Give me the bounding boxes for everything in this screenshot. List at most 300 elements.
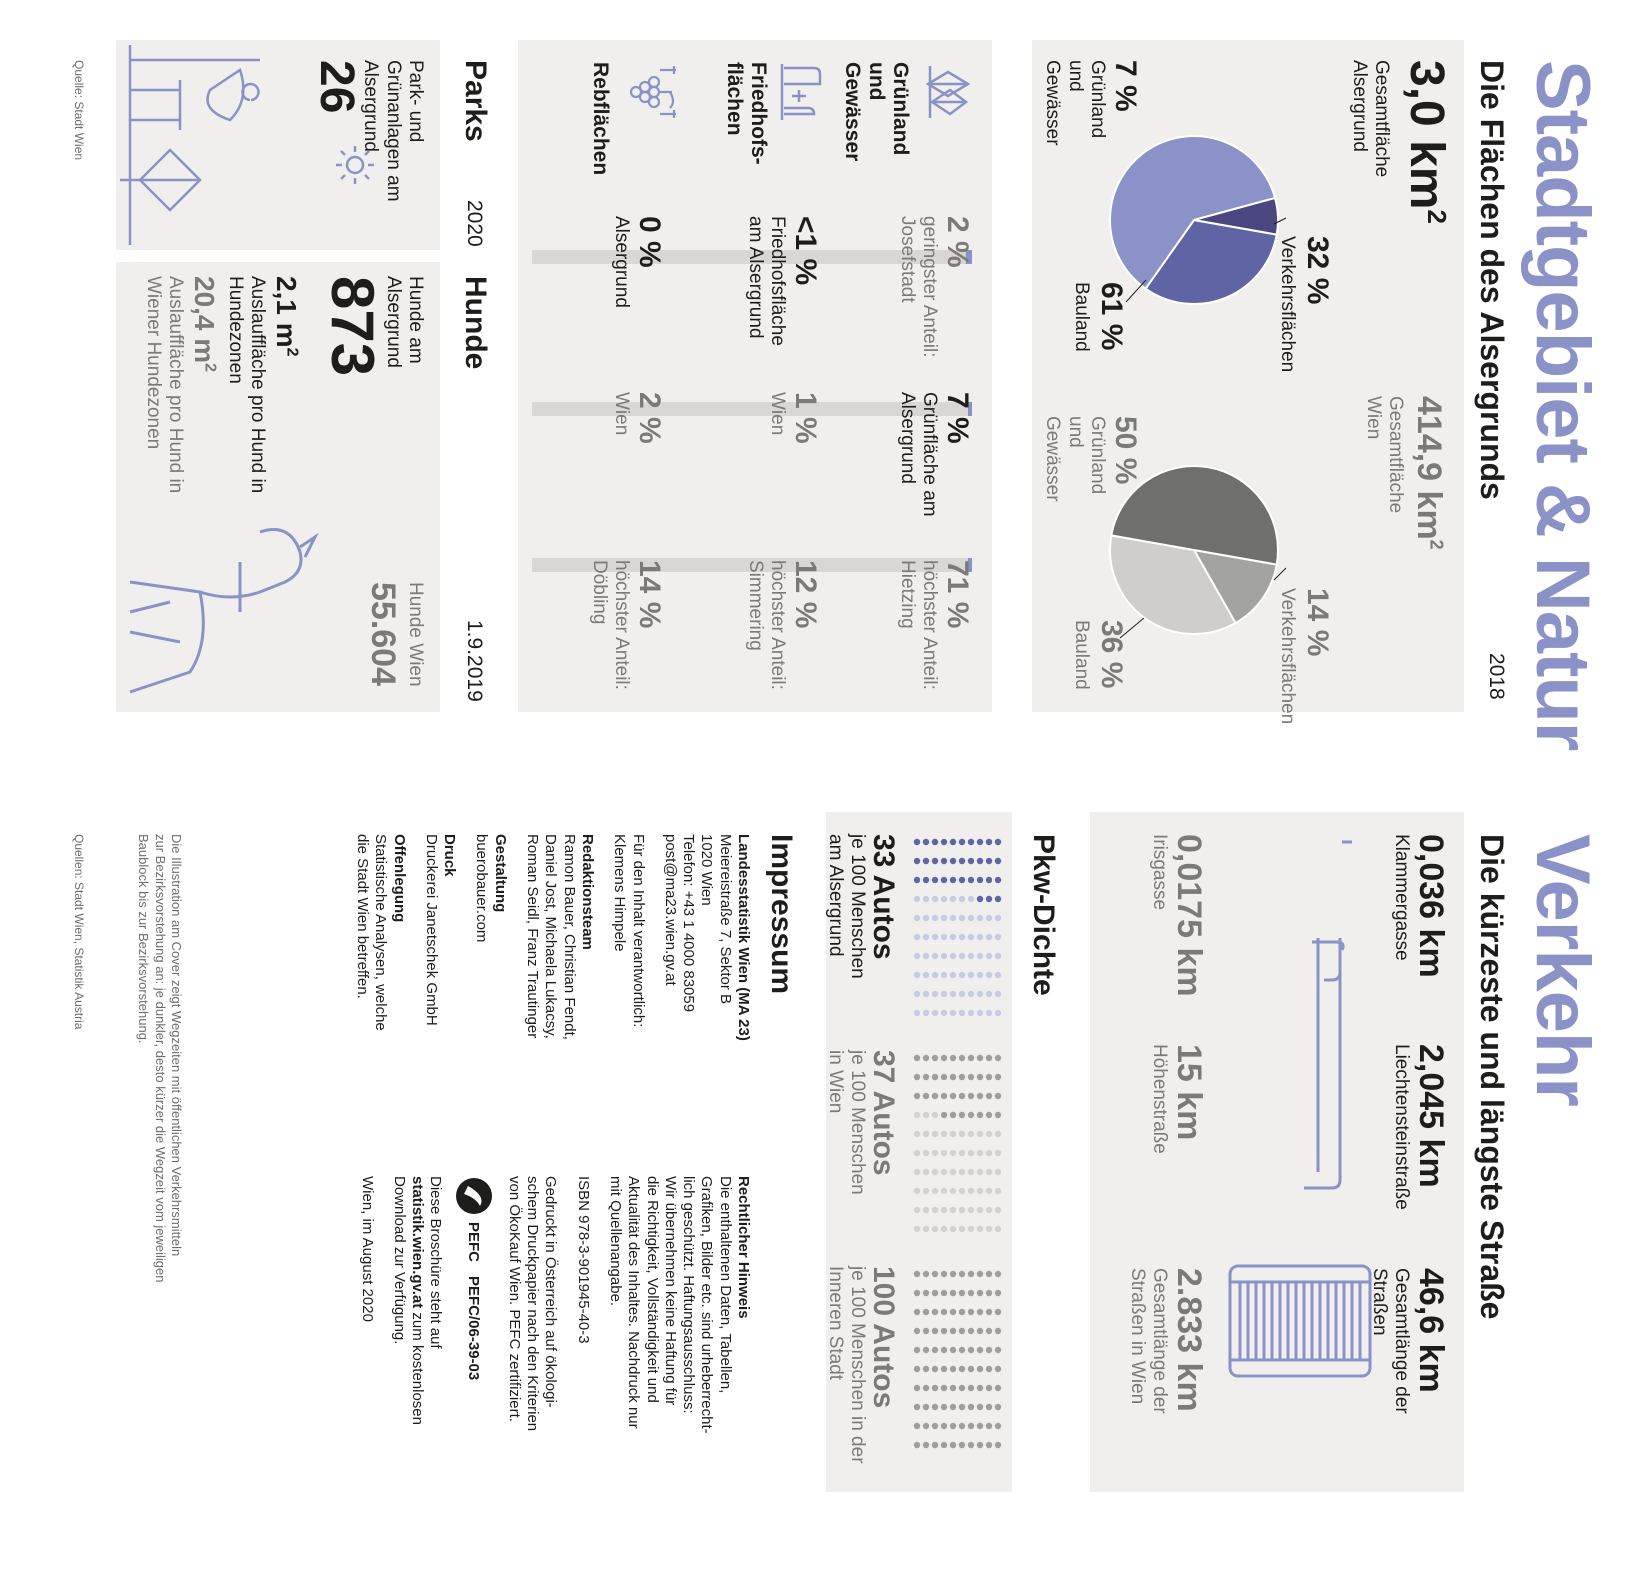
car-dot (932, 934, 938, 940)
leaves-icon (918, 62, 978, 122)
car-dot (968, 953, 974, 959)
impressum-legal6: Aktualität des Inhaltes. Nachdruck nur (625, 1176, 643, 1429)
car-dot (968, 991, 974, 997)
car-dot (986, 1271, 992, 1277)
car-dot (923, 1169, 929, 1175)
car-dot (950, 953, 956, 959)
car-dot (986, 877, 992, 883)
car-dot (941, 1271, 947, 1277)
car-dot (914, 934, 920, 940)
car-dot (986, 1010, 992, 1016)
car-dot (941, 1207, 947, 1213)
cover-note-line1: Die Illustration am Cover zeigt Wegzeiten mit öffentlichen Verkehrsmitteln (169, 834, 184, 1257)
dogs-panel (116, 262, 440, 712)
dogs-area2: 20,4 $m^2$ (189, 276, 220, 373)
car-dot (932, 877, 938, 883)
car-dot (932, 1112, 938, 1118)
car-dot (950, 1093, 956, 1099)
car-dot (968, 1328, 974, 1334)
car-dot (950, 915, 956, 921)
car-dot (923, 1385, 929, 1391)
car-dot (968, 1010, 974, 1016)
car-dot (977, 877, 983, 883)
car-dot (950, 1010, 956, 1016)
dogs-date: 1.9.2019 (463, 620, 486, 702)
car-dot (986, 1150, 992, 1156)
alsergrund-verkehr-label: Verkehrsflächen (1277, 236, 1298, 373)
car-dot (941, 1442, 947, 1448)
car-dot (950, 1169, 956, 1175)
impressum-legal2: Grafiken, Bilder etc. sind urheberrecht- (698, 1176, 716, 1434)
cars-panel (826, 812, 1012, 1492)
impressum-resp2: Klemens Himpele (611, 834, 629, 952)
impressum-legal1: Die enthaltenen Daten, Tabellen, (716, 1176, 734, 1394)
car-dot (959, 934, 965, 940)
car-dot (986, 1112, 992, 1118)
car-dot (959, 839, 965, 845)
car-dot (923, 1290, 929, 1296)
car-dot (995, 1423, 1001, 1429)
impressum-legal5: die Richtigkeit, Vollständigkeit und (643, 1176, 661, 1403)
car-dot (932, 1093, 938, 1099)
car-dot (968, 1404, 974, 1410)
dogs-wien-label: Hunde Wien (405, 582, 426, 687)
car-dot (950, 991, 956, 997)
longest-wien-label: Höhenstraße (1149, 1044, 1170, 1154)
car-dot (941, 1150, 947, 1156)
car-dot (914, 1328, 920, 1334)
total-alser: 46,6 km (1412, 1268, 1450, 1393)
car-dot (995, 1207, 1001, 1213)
car-dot (923, 991, 929, 997)
car-dot (977, 1207, 983, 1213)
row3-title: Rebflächen (589, 62, 612, 176)
row1-max-label: höchster Anteil: Hietzing (896, 560, 940, 690)
car-dot (986, 934, 992, 940)
alsergrund-verkehr-pct: 32 % (1301, 236, 1334, 305)
car-dot (941, 1131, 947, 1137)
car-dot (977, 1150, 983, 1156)
car-dot (923, 1328, 929, 1334)
impressum-design: buerobauer.com (473, 834, 491, 943)
car-dot (977, 1226, 983, 1232)
car-dot (914, 896, 920, 902)
cover-note (135, 834, 184, 1494)
car-dot (932, 1131, 938, 1137)
longest-alser: 2,045 km (1412, 1044, 1450, 1188)
car-dot (977, 1309, 983, 1315)
car-dot (941, 1169, 947, 1175)
row2-title: Friedhofs-flächen (722, 62, 770, 165)
cover-note-line2: zur Bezirksvorstehung an: je dunkler, desto kürzer die Wegzeit vom jeweiligen (152, 834, 168, 1283)
row3-alser-label: Alsergrund (611, 216, 632, 308)
alsergrund-bauland-label: Bauland (1071, 282, 1092, 352)
car-dot (968, 1366, 974, 1372)
row3-wien-pct: 2 % (633, 392, 666, 444)
dogs-title: Hunde (459, 276, 492, 370)
alsergrund-gruen-label: Grünland und Gewässer (1042, 60, 1108, 146)
car-dot (995, 839, 1001, 845)
car-dot (968, 1169, 974, 1175)
shortest-wien-label: Irisgasse (1149, 834, 1170, 911)
impressum-addr2: 1020 Wien (698, 834, 716, 906)
dogs-area1: 2,1 $m^2$ (271, 276, 302, 357)
grapes-icon (618, 62, 680, 122)
car-dot (941, 1328, 947, 1334)
car-dot (959, 915, 965, 921)
car-dot (959, 1074, 965, 1080)
car-dot (914, 1404, 920, 1410)
car-dot (986, 1309, 992, 1315)
car-dot (941, 1188, 947, 1194)
car-dot (968, 839, 974, 845)
car-dot (914, 1271, 920, 1277)
parks-label: Park- und Grünanlagen am Alsergrund (360, 60, 426, 202)
impressum-mail[interactable]: post@ma23.wien.gv.at (661, 834, 679, 986)
car-dot (995, 972, 1001, 978)
impressum-eco3: von ÖkoKauf Wien. PEFC zertifiziert. (505, 1176, 523, 1422)
car-dot (941, 1404, 947, 1410)
impressum-team2: Daniel Jost, Michaela Lukacsy, (542, 834, 560, 1039)
car-dot (941, 953, 947, 959)
car-dot (923, 1188, 929, 1194)
impressum-isbn: ISBN 978-3-901945-40-3 (574, 1176, 592, 1344)
car-dot (968, 1188, 974, 1194)
cars-wien-label: je 100 Menschen in Wien (824, 1050, 868, 1195)
area-panel (1032, 40, 1464, 725)
car-dot (977, 839, 983, 845)
car-dot (986, 896, 992, 902)
car-dot (995, 1404, 1001, 1410)
car-dot (986, 1207, 992, 1213)
alsergrund-total: 3,0 $km^2$ (1400, 60, 1453, 224)
car-dot (986, 1169, 992, 1175)
car-dot (950, 1347, 956, 1353)
car-dot (959, 1309, 965, 1315)
car-dot (950, 1423, 956, 1429)
pefc-row (450, 1176, 494, 1496)
car-dot (995, 1347, 1001, 1353)
car-dot (914, 1188, 920, 1194)
total-alser-label: Gesamtlänge der Straßen (1368, 1268, 1412, 1414)
car-dot (914, 1347, 920, 1353)
shortest-alser: 0,036 km (1412, 834, 1450, 978)
car-dot (923, 972, 929, 978)
nature-source: Quelle: Stadt Wien (72, 60, 86, 161)
nature-subtitle: Die Flächen des Alsergrunds (1474, 60, 1510, 500)
car-dot (914, 1112, 920, 1118)
row2-wien-label: Wien (767, 392, 788, 436)
wien-bauland-label: Bauland (1071, 620, 1092, 690)
pie-alsergrund (1110, 136, 1278, 304)
car-dot (914, 1010, 920, 1016)
car-dot (986, 858, 992, 864)
car-dot (995, 1131, 1001, 1137)
shortest-wien: 0,0175 km (1170, 834, 1208, 997)
dogs-alser-label: Hunde am Alsergrund (382, 276, 426, 368)
car-dot (977, 1010, 983, 1016)
car-dot (914, 1309, 920, 1315)
car-dot (932, 1010, 938, 1016)
car-dot (932, 1347, 938, 1353)
car-dot (959, 1226, 965, 1232)
car-dot (959, 1271, 965, 1277)
car-dot (950, 1309, 956, 1315)
car-dot (968, 896, 974, 902)
impressum-phone: Telefon: +43 1 4000 83059 (680, 834, 698, 1013)
car-dot (914, 1093, 920, 1099)
cemetery-icon (778, 62, 826, 122)
car-dot (959, 1150, 965, 1156)
car-dot (968, 1290, 974, 1296)
wien-gruen-label: Grünland und Gewässer (1042, 416, 1108, 502)
car-dot (950, 972, 956, 978)
car-dot (950, 877, 956, 883)
car-dot (932, 839, 938, 845)
car-dot (941, 934, 947, 940)
car-dot (968, 858, 974, 864)
car-dot (986, 1074, 992, 1080)
car-dot (959, 1112, 965, 1118)
car-dot (932, 1366, 938, 1372)
car-dot (941, 1074, 947, 1080)
car-dot (986, 839, 992, 845)
impressum-addr1: Meiereistraße 7, Sektor B (716, 834, 734, 1005)
impressum-title: Impressum (765, 834, 798, 995)
car-dot (977, 1074, 983, 1080)
car-dot (923, 1093, 929, 1099)
pefc-logo-text: PEFC (465, 1222, 483, 1263)
car-dot (986, 1226, 992, 1232)
pefc-code: PEFC/06-39-03 (465, 1276, 483, 1381)
car-dot (923, 953, 929, 959)
car-dot (986, 915, 992, 921)
car-dot (932, 1188, 938, 1194)
car-dot (914, 1442, 920, 1448)
car-dot (914, 1226, 920, 1232)
car-dot (932, 896, 938, 902)
car-dot (959, 1366, 965, 1372)
car-dot (914, 877, 920, 883)
car-dot (968, 1207, 974, 1213)
car-dot (932, 1150, 938, 1156)
car-dot (977, 953, 983, 959)
car-dot (914, 953, 920, 959)
cars-alser-label: je 100 Menschen am Alsergrund (824, 834, 868, 979)
impressum-eco1: Gedruckt in Österreich auf ökologi- (542, 1176, 560, 1408)
car-dot (968, 1271, 974, 1277)
car-dot (977, 1093, 983, 1099)
car-dot (923, 1226, 929, 1232)
parks-year: 2020 (463, 200, 486, 247)
car-dot (977, 1347, 983, 1353)
car-dot (986, 1423, 992, 1429)
car-dot (977, 1385, 983, 1391)
car-dot (941, 915, 947, 921)
car-dot (959, 1290, 965, 1296)
row2-wien-pct: 1 % (789, 392, 822, 444)
row3-max-pct: 14 % (633, 560, 666, 629)
car-dot (986, 1347, 992, 1353)
car-dot (950, 1328, 956, 1334)
car-dot (941, 991, 947, 997)
car-dot (941, 858, 947, 864)
car-dot (932, 1226, 938, 1232)
car-dot (995, 877, 1001, 883)
car-dot (932, 1404, 938, 1410)
cars-inner-value: 100 Autos (867, 1266, 900, 1409)
car-dot (932, 1309, 938, 1315)
car-dot (968, 1074, 974, 1080)
impressum-download3: Download zur Verfügung. (390, 1176, 408, 1345)
car-dot (941, 1055, 947, 1061)
car-dot (995, 934, 1001, 940)
car-dot (923, 1442, 929, 1448)
parks-panel (116, 40, 440, 250)
car-dot (941, 1347, 947, 1353)
nature-title: Stadtgebiet & Natur (1520, 60, 1605, 751)
row1-min-pct: 2 % (941, 216, 974, 268)
car-dot (968, 1150, 974, 1156)
car-dot (986, 1366, 992, 1372)
alsergrund-total-label: Gesamtfläche Alsergrund (1348, 60, 1392, 178)
car-dot (932, 1207, 938, 1213)
car-dot (986, 1385, 992, 1391)
car-dot (914, 1150, 920, 1156)
impressum-team-heading: Redaktionsteam (578, 834, 596, 950)
dogs-alser-value: 873 (319, 276, 386, 377)
car-dot (995, 1150, 1001, 1156)
car-dot (941, 1093, 947, 1099)
car-dot (950, 839, 956, 845)
car-dot (923, 1112, 929, 1118)
traffic-source: Quellen: Stadt Wien, Statistik Austria (72, 834, 86, 1030)
car-dot (968, 1226, 974, 1232)
longest-alser-label: Liechtensteinstraße (1391, 1044, 1412, 1210)
car-dot (986, 1404, 992, 1410)
car-dot (995, 1290, 1001, 1296)
shares-panel (518, 40, 992, 712)
car-dot (950, 934, 956, 940)
car-dot (950, 1150, 956, 1156)
car-dot (950, 858, 956, 864)
impressum-date: Wien, im August 2020 (358, 1176, 376, 1322)
car-dot (977, 858, 983, 864)
car-dot (977, 1112, 983, 1118)
row2-max-label: höchster Anteil: Simmering (744, 560, 788, 690)
car-dot (995, 991, 1001, 997)
download-link[interactable]: statistik.wien.gv.at (409, 1176, 427, 1309)
car-dot (968, 934, 974, 940)
car-dot (914, 1074, 920, 1080)
car-dot (923, 896, 929, 902)
park-illustration-icon (120, 40, 270, 250)
car-dot (941, 1366, 947, 1372)
car-dot (923, 1055, 929, 1061)
car-dot (986, 953, 992, 959)
impressum-eco2: schem Druckpapier nach den Kriterien (524, 1176, 542, 1432)
car-dot (950, 1207, 956, 1213)
car-dot (977, 1169, 983, 1175)
car-dot (932, 1442, 938, 1448)
traffic-title: Verkehr (1520, 834, 1605, 1106)
impressum-download2: statistik.wien.gv.at zum kostenlosen (409, 1176, 427, 1425)
car-dot (914, 1169, 920, 1175)
car-dot (923, 1404, 929, 1410)
car-dot (914, 1207, 920, 1213)
row1-title: Grünland und Gewässer (840, 62, 912, 162)
car-dot (932, 1169, 938, 1175)
car-dot (959, 1093, 965, 1099)
car-dot (995, 915, 1001, 921)
car-dot (914, 1290, 920, 1296)
car-dot (995, 953, 1001, 959)
car-dot (986, 1442, 992, 1448)
car-dot (923, 1347, 929, 1353)
car-dot (941, 896, 947, 902)
car-dot (923, 1309, 929, 1315)
car-dot (959, 858, 965, 864)
car-dot (932, 1290, 938, 1296)
car-dot (914, 1131, 920, 1137)
car-dot (959, 1207, 965, 1213)
car-dot (950, 1055, 956, 1061)
impressum-design-heading: Gestaltung (491, 834, 509, 913)
car-dot (959, 953, 965, 959)
car-dot (968, 1093, 974, 1099)
car-dot (959, 1188, 965, 1194)
impressum-team1: Ramon Bauer, Christian Fendt, (560, 834, 578, 1040)
car-dot (968, 1309, 974, 1315)
car-dot (932, 858, 938, 864)
parks-title: Parks (459, 60, 492, 142)
wien-total-label: Gesamtfläche Wien (1362, 396, 1406, 514)
car-dot (959, 991, 965, 997)
car-dot (914, 991, 920, 997)
car-dot (959, 972, 965, 978)
car-dot (950, 1366, 956, 1372)
car-dot (959, 1131, 965, 1137)
car-dot (977, 1328, 983, 1334)
car-dot (986, 1055, 992, 1061)
impressum-legal3: lich geschützt. Haftungsausschluss: (680, 1176, 698, 1414)
car-dot (932, 1055, 938, 1061)
car-dot (959, 1055, 965, 1061)
row2-max-pct: 12 % (789, 560, 822, 629)
alsergrund-bauland-pct: 61 % (1095, 282, 1128, 351)
sun-icon (330, 140, 380, 190)
wien-gruen-pct: 50 % (1109, 416, 1142, 485)
pefc-logo-icon (454, 1176, 494, 1216)
car-dot (923, 839, 929, 845)
car-dot (995, 1112, 1001, 1118)
car-dot (932, 1328, 938, 1334)
car-dot (986, 1188, 992, 1194)
car-dot (986, 991, 992, 997)
car-dot (977, 934, 983, 940)
car-dot (941, 1385, 947, 1391)
car-dot (950, 1385, 956, 1391)
car-dot (977, 972, 983, 978)
shortest-alser-label: Klammergasse (1391, 834, 1412, 961)
car-dot (968, 1347, 974, 1353)
car-dot (932, 1271, 938, 1277)
car-dot (941, 1290, 947, 1296)
impressum-print-heading: Druck (441, 834, 459, 877)
pie-wien (1110, 466, 1278, 634)
car-dot (941, 1112, 947, 1118)
car-dot (968, 1112, 974, 1118)
